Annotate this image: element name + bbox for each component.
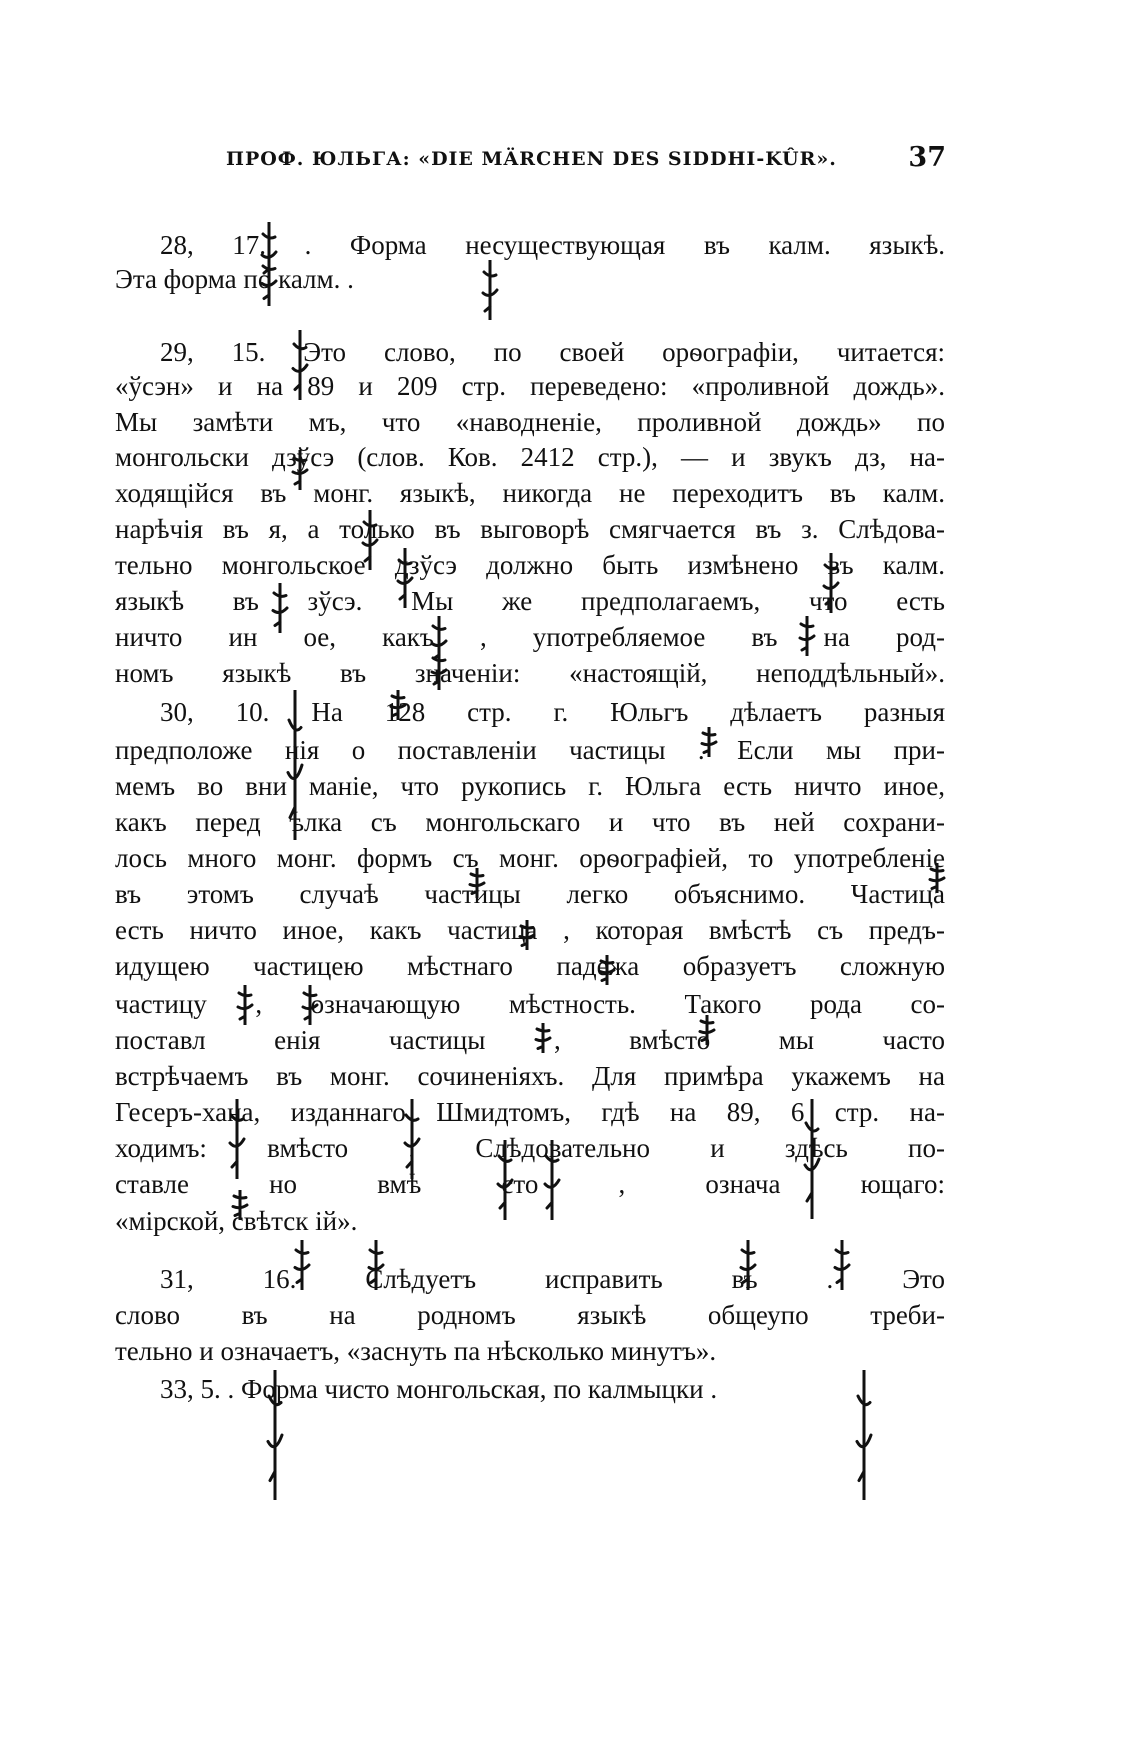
page-number: 37: [908, 142, 946, 173]
mongolian-glyph: [233, 985, 257, 1025]
mongolian-glyph: [852, 1370, 876, 1500]
running-title: ПРОФ. ЮЛЬГА: «DIE MÄRCHEN DES SIDDHI-KÛR».: [226, 148, 837, 170]
mongolian-glyph: [427, 650, 451, 690]
mongolian-glyph: [695, 1015, 719, 1045]
mongolian-glyph: [819, 553, 843, 613]
text-line: предположе нія о поставленіи частицы . Если мы при-: [115, 735, 945, 765]
mongolian-glyph: [478, 260, 502, 320]
text-line: идущею частицею мѣстнаго падежа образуетъ сложную: [115, 951, 945, 981]
mongolian-glyph: [263, 1370, 287, 1500]
mongolian-glyph: [736, 1240, 760, 1290]
mongolian-glyph: [283, 690, 307, 840]
mongolian-glyph: [830, 1240, 854, 1290]
text-line: мемъ во вни маніе, что рукопись г. Юльга есть ничто иное,: [115, 771, 945, 801]
text-line: какъ перед ѣлка съ монгольскаго и что въ ней сохрани-: [115, 807, 945, 837]
mongolian-glyph: [288, 450, 312, 490]
mongolian-glyph: [298, 985, 322, 1025]
text-line: частицу , означающую мѣстность. Такого рода со-: [115, 989, 945, 1019]
text-line: «ўсэн» и на 89 и 209 стр. переведено: «проливной дождь».: [115, 371, 945, 401]
mongolian-glyph: [225, 1099, 249, 1179]
text-line: лось много монг. формъ съ монг. орѳографіей, то употребленіе: [115, 843, 945, 873]
text-line: монгольски дзўсэ (слов. Ков. 2412 стр.), — и звукъ дз, на-: [115, 442, 945, 472]
text-line: 28, 17. . Форма несуществующая въ калм. языкѣ.: [160, 230, 945, 260]
text-line: нарѣчія въ я, а только въ выговорѣ смягчается въ з. Слѣдова-: [115, 514, 945, 544]
text-line: номъ языкѣ въ значеніи: «настоящій, неподдѣльный».: [115, 658, 945, 688]
text-line: тельно монгольское дзўсэ должно быть измѣнено въ калм.: [115, 550, 945, 580]
mongolian-glyph: [393, 548, 417, 608]
mongolian-glyph: [515, 920, 539, 950]
mongolian-glyph: [268, 583, 292, 633]
text-line: Гесеръ-хана, изданнаго Шмидтомъ, гдѣ на 89, 6 стр. на-: [115, 1097, 945, 1127]
text-line: 31, 16. Слѣдуетъ исправить въ . Это: [160, 1264, 945, 1294]
mongolian-glyph: [697, 727, 721, 757]
mongolian-glyph: [493, 1140, 517, 1220]
mongolian-glyph: [386, 690, 410, 720]
mongolian-glyph: [925, 863, 949, 893]
mongolian-glyph: [364, 1240, 388, 1290]
text-line: есть ничто иное, какъ частица , которая вмѣстѣ съ предъ-: [115, 915, 945, 945]
running-header: [226, 142, 946, 173]
mongolian-glyph: [228, 1190, 252, 1220]
text-line: ничто ин ое, какъ , употребляемое въ на род-: [115, 622, 945, 652]
text-line: 33, 5. . Форма чисто монгольская, по калмыцки .: [160, 1374, 718, 1404]
text-line: 30, 10. На 128 стр. г. Юльгъ дѣлаетъ разныя: [160, 697, 945, 727]
mongolian-glyph: [531, 1023, 555, 1053]
text-line: ходимъ: вмѣсто . Слѣдовательно и здѣсь по-: [115, 1133, 945, 1163]
text-line: ставле но вмѣ сто , означа ющаго:: [115, 1169, 945, 1199]
mongolian-glyph: [257, 256, 281, 306]
text-line: 29, 15. Это слово, по своей орѳографіи, читается:: [160, 337, 945, 367]
text-line: ходящійся въ монг. языкѣ, никогда не переходитъ въ калм.: [115, 478, 945, 508]
text-line: языкѣ въ зўсэ. Мы же предполагаемъ, что есть: [115, 586, 945, 616]
mongolian-glyph: [795, 616, 819, 656]
text-line: встрѣчаемъ въ монг. сочиненіяхъ. Для примѣра укажемъ на: [115, 1061, 945, 1091]
mongolian-glyph: [358, 510, 382, 570]
text-line: поставл енія частицы , вмѣсто мы часто: [115, 1025, 945, 1055]
text-line: Мы замѣти мъ, что «наводненіе, проливной дождь» по: [115, 407, 945, 437]
mongolian-glyph: [595, 955, 619, 985]
mongolian-glyph: [400, 1099, 424, 1179]
mongolian-glyph: [800, 1099, 824, 1219]
text-line: слово въ на родномъ языкѣ общеупо треби-: [115, 1300, 945, 1330]
mongolian-glyph: [288, 330, 312, 400]
text-line: въ этомъ случаѣ частицы легко объяснимо. Частица: [115, 879, 945, 909]
mongolian-glyph: [465, 868, 489, 898]
mongolian-glyph: [290, 1240, 314, 1290]
text-line: Эта форма по калм. .: [115, 264, 354, 294]
text-line: «мірской, свѣтск ій».: [115, 1206, 358, 1236]
text-line: тельно и означаетъ, «заснуть па нѣсколько минутъ».: [115, 1336, 717, 1366]
mongolian-glyph: [540, 1140, 564, 1220]
